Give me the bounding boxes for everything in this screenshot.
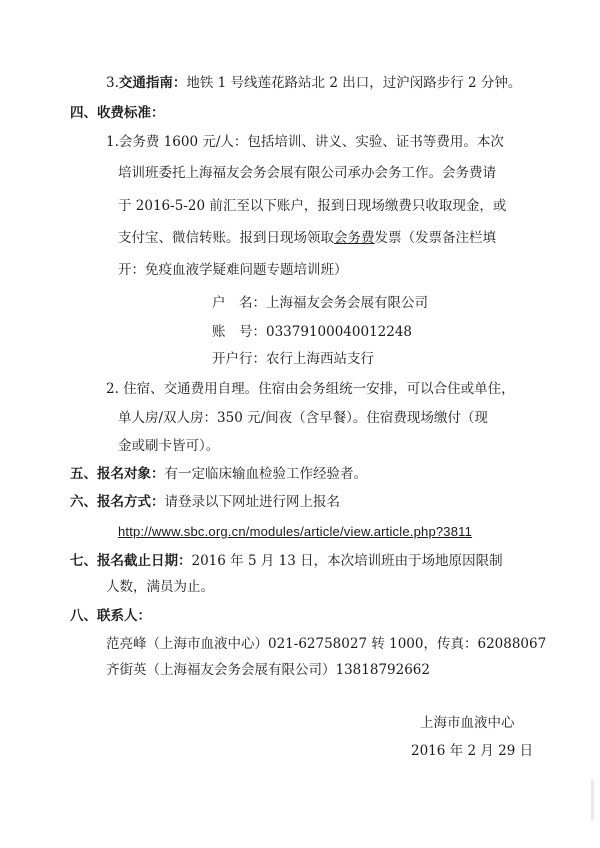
account-bank-label: 开户行： xyxy=(212,351,266,367)
section-title: 报名方式： xyxy=(97,494,165,510)
account-bank-row xyxy=(212,350,374,368)
section-title: 联系人： xyxy=(97,608,151,624)
account-name-label: 户 名： xyxy=(212,295,266,311)
fee-paragraph-line-2: 培训班委托上海福友会务会展有限公司承办会务工作。会务费请 xyxy=(118,165,496,181)
section-title: 收费标准： xyxy=(97,105,165,121)
eligibility-text: 有一定临床输血检验工作经验者。 xyxy=(164,466,367,482)
section-registration xyxy=(70,493,340,511)
account-number-label: 账 号： xyxy=(212,324,266,340)
item-number: 3. xyxy=(106,75,119,91)
section-deadline-line-2: 人数，满员为止。 xyxy=(106,579,214,595)
section-number: 五、 xyxy=(70,466,97,482)
scan-edge-mark xyxy=(591,780,594,820)
item-number: 2. xyxy=(106,381,119,397)
account-name-value: 上海福友会务会展有限公司 xyxy=(266,295,428,311)
contact-line-1: 范亮峰（上海市血液中心）021-62758027 转 1000，传真：62088067 xyxy=(106,636,547,652)
registration-text: 请登录以下网址进行网上报名 xyxy=(164,494,340,510)
account-number-row xyxy=(212,323,412,341)
section-title: 报名对象： xyxy=(97,466,165,482)
traffic-guide-label: 交通指南： xyxy=(118,75,187,91)
lodging-line-1: 2. 住宿、交通费用自理。住宿由会务组统一安排，可以合住或单住， xyxy=(106,381,515,397)
fee-paragraph-line-1: 1.会务费 1600 元/人：包括培训、讲义、实验、证书等费用。本次 xyxy=(106,134,504,150)
section-number: 四、 xyxy=(70,105,97,121)
section-number: 七、 xyxy=(70,553,97,569)
fee-paragraph-line-4: 支付宝、微信转账。报到日现场领取会务费发票（发票备注栏填 xyxy=(118,230,496,246)
fee-paragraph-line-3: 于 2016-5-20 前汇至以下账户，报到日现场缴费只收取现金，或 xyxy=(118,198,507,214)
fee-paragraph-line-5: 开：免疫血液学疑难问题专题培训班） xyxy=(118,262,348,278)
section-number: 八、 xyxy=(70,608,97,624)
lodging-line-3: 金或刷卡皆可）。 xyxy=(118,438,220,454)
account-bank-value: 农行上海西站支行 xyxy=(266,351,374,367)
account-number-value: 03379100040012248 xyxy=(266,324,413,340)
section-deadline-line-1 xyxy=(70,552,503,570)
account-name-row xyxy=(212,294,428,312)
signature-date: 2016 年 2 月 29 日 xyxy=(411,743,534,759)
lodging-line-2: 单人房/双人房：350 元/间夜（含早餐）。住宿费现场缴付（现 xyxy=(118,410,488,426)
registration-url-link[interactable]: http://www.sbc.org.cn/modules/article/view.article.php?3811 xyxy=(118,524,473,539)
contact-line-2: 齐街英（上海福友会务会展有限公司）13818792662 xyxy=(106,662,430,678)
section-title: 报名截止日期： xyxy=(97,553,192,569)
section-eligibility xyxy=(70,465,367,483)
deadline-text: 2016 年 5 月 13 日，本次培训班由于场地原因限制 xyxy=(191,553,503,569)
item-number: 1. xyxy=(106,134,119,150)
traffic-guide-text: 地铁 1 号线莲花路站北 2 出口，过沪闵路步行 2 分钟。 xyxy=(186,75,522,91)
section-fee-heading xyxy=(70,104,165,122)
signature-organization: 上海市血液中心 xyxy=(420,715,515,731)
fee-invoice-underlined: 会务费 xyxy=(334,230,375,246)
section-number: 六、 xyxy=(70,494,97,510)
traffic-guide-line xyxy=(106,74,521,92)
section-contacts-heading xyxy=(70,607,151,625)
